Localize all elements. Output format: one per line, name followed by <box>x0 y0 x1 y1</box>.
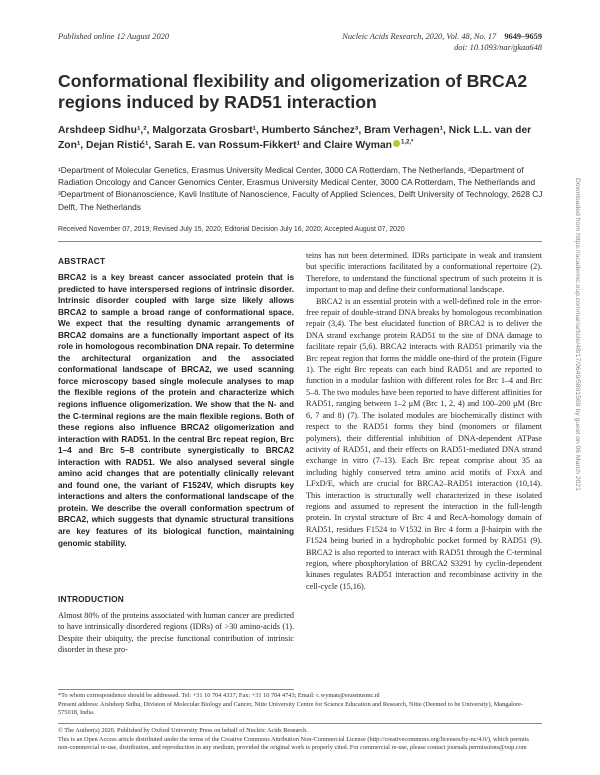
affiliations: ¹Department of Molecular Genetics, Erasmus University Medical Center, 3000 CA Rotterdam, The Netherlands, ²Department of Radiation Oncology and Cancer Genomics Center, Erasmus University Medical Center, 3000 CA Rotterdam, The Netherlands and ³Department of Bionanoscience, Kavli Institute of Nanoscience, Faculty of Applied Sciences, Delft University of Technology, 2628 CJ Delft, The Netherlands <box>58 165 543 212</box>
abstract-section <box>58 256 294 549</box>
received-dates: Received November 07, 2019; Revised July 15, 2020; Editorial Decision July 16, 2020; Accepted August 07, 2020 <box>58 226 405 233</box>
journal-volume: Nucleic Acids Research, 2020, Vol. 48, No. 17 <box>342 32 497 41</box>
download-watermark-text: Downloaded from https://academic.oup.com/nar/article/48/17/9649/5891569 by guest on 06 March 2021 <box>574 178 581 491</box>
footnote-present-address: Present address: Arshdeep Sidhu, Division of Molecular Biology and Cancer, Nitte University Centre for Science Education and Research, Nitte (Deemed to be University), Mangalore-575018, India. <box>58 701 524 717</box>
copyright-rule <box>58 723 542 724</box>
orcid-icon[interactable] <box>393 140 400 147</box>
journal-citation <box>318 31 542 53</box>
intro-paragraph-1-continued: teins has not been determined. IDRs participate in weak and transient but specific interactions facilitated by a conformational repertoire (2). Therefore, to understand the functional spectrum of such proteins it is important to map and define their conformational landscape. <box>306 251 542 295</box>
footnote-rule <box>58 689 294 690</box>
introduction-section <box>58 594 294 656</box>
doi[interactable]: doi: 10.1093/nar/gkaa648 <box>454 43 542 52</box>
published-date: Published online 12 August 2020 <box>58 32 170 41</box>
copyright-notice: © The Author(s) 2020. Published by Oxford University Press on behalf of Nucleic Acids Research. <box>58 727 308 734</box>
header-rule <box>58 241 542 242</box>
download-watermark <box>574 178 586 658</box>
page-range: 9649–9659 <box>504 32 542 41</box>
right-column <box>306 250 542 592</box>
authors-text: Arshdeep Sidhu¹,², Malgorzata Grosbart¹, Humberto Sánchez³, Bram Verhagen¹, Nick L.L. van der Zon¹, Dejan Ristić¹, Sarah E. van Rossum-Fikkert¹ and Claire Wyman <box>58 125 532 151</box>
author-list <box>58 124 558 153</box>
footnote-correspondence: *To whom correspondence should be addressed. Tel: +31 10 704 4337; Fax: +31 10 704 4743; Email: c.wyman@erasmusmc.nl <box>58 692 380 699</box>
corresponding-author-mark: 1,2,* <box>400 139 414 146</box>
abstract-text: BRCA2 is a key breast cancer associated protein that is predicted to have interspersed regions of intrinsic disorder. Intrinsic disorder coupled with large size likely allows BRCA2 to sample a broad range of conformational space. We expect that the resulting dynamic arrangements of BRCA2 domains are a functionally important aspect of its role in homologous recombination DNA repair. To determine the architectural organization and the associated conformational landscape of BRCA2, we used scanning force microscopy based single molecule analyses to map the flexible regions of the protein and characterize which regions influence oligomerization. We show that the N- and the C-terminal regions are the main flexible regions. Both of these regions also influence BRCA2 oligomerization and interaction with RAD51. In the central Brc repeat region, Brc 1–4 and Brc 5–8 contribute synergistically to BRCA2 interaction with RAD51. We also analysed several single amino acid changes that are potentially clinically relevant and found one, the variant of F1524V, which disrupts key interactions and alters the conformational landscape of the protein. We describe the overall conformation spectrum of BRCA2, which suggests that dynamic structural transitions are key features of its biological function, maintaining genomic stability. <box>58 273 294 548</box>
article-title: Conformational flexibility and oligomerization of BRCA2 regions induced by RAD51 interaction <box>58 71 528 112</box>
intro-paragraph-2: BRCA2 is an essential protein with a well-defined role in the error-free repair of double-strand DNA breaks by homologous recombination repair (3,4). The best elucidated function of BRCA2 is to deliver the DNA strand exchange protein RAD51 to the site of DNA damage to facilitate repair (5,6). BRCA2 interacts with RAD51 primarily via the Brc repeat region that forms the middle one-third of the protein (Figure 1). The eight Brc repeats can each bind RAD51 and are reported to function in a modular fashion with different roles for Brc 1–4 and Brc 5–8. The two modules have been reported to have different affinities for RAD51, ranging between 1–2 μM (Brc 1, 2, 4) and 100–200 μM (Brc 6, 7 and 8) (7). The isolated modules are biochemically distinct with respect to the RAD51 forms they bind (monomers or filament polymers), their differential inhibition of DNA-dependent ATPase activity of RAD51, and their effects on RAD51-mediated DNA strand exchange in vitro (7–13). Each Brc repeat comprise about 35 aa including highly conserved tetra amino acid motifs of FxxA and LFxD/E, which are crucial for BRCA2–RAD51 interaction (10,14). This interaction is structurally well characterized in these isolated regions and assumed to represent the interaction in the full-length protein. In crystal structure of Brc 4 and RecA-homology domain of RAD51, residues F1524 to V1532 in Brc 4 form a β-hairpin with the F1524 being buried in a hydrophobic pocket formed by RAD51 (9). BRCA2 is also reported to interact with RAD51 through the C-terminal region, where phosphorylation of BRCA2 S3291 by cyclin-dependent kinases regulates RAD51 interaction and recombinase activity in the cell-cycle (15,16). <box>306 296 542 591</box>
license-text: This is an Open Access article distributed under the terms of the Creative Commons Attribution Non-Commercial License (http://creativecommons.org/licenses/by-nc/4.0/), which permits non-commercial re-use, distribution, and reproduction in any medium, provided the original work is properly cited. For commercial re-use, please contact journals.permissions@oup.com <box>58 736 529 752</box>
abstract-heading: ABSTRACT <box>58 256 106 266</box>
intro-paragraph-1: Almost 80% of the proteins associated with human cancer are predicted to have intrinsically disordered regions (IDRs) of >30 amino-acids (1). Despite their ubiquity, the precise functional contribution of intrinsic disorder in these pro- <box>58 611 294 655</box>
introduction-heading: INTRODUCTION <box>58 594 125 604</box>
